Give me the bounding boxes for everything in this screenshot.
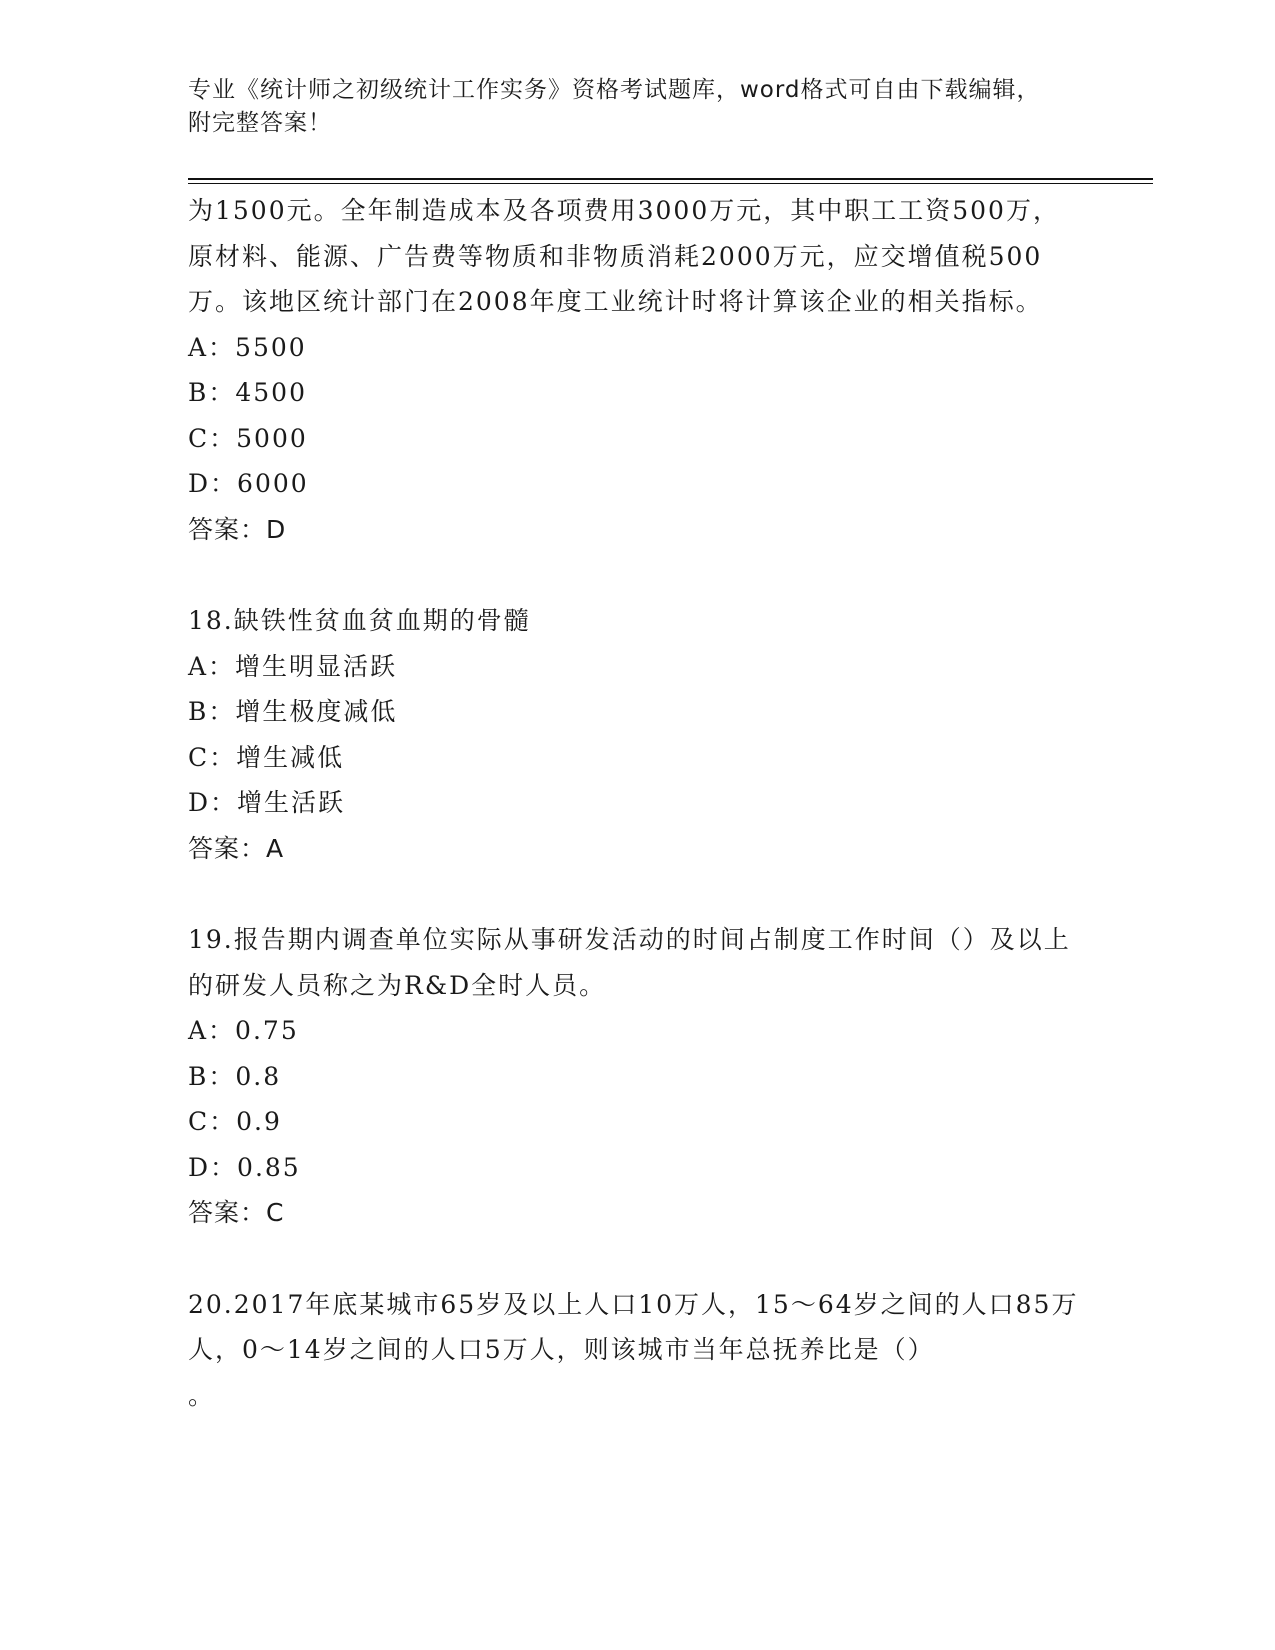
question-17-option-d: D：6000 (188, 469, 309, 498)
question-19-option-a: A：0.75 (188, 1016, 299, 1045)
spacer (188, 552, 1083, 598)
question-17 (188, 188, 1083, 552)
question-17-answer: 答案：D (188, 514, 287, 544)
question-17-option-c: C：5000 (188, 423, 308, 453)
spacer (188, 1236, 1083, 1282)
question-19 (188, 917, 1083, 1236)
question-18-stem: 18.缺铁性贫血贫血期的骨髓 (188, 606, 531, 635)
spacer (188, 871, 1083, 917)
header-divider-thin (188, 183, 1153, 184)
question-19-option-d: D：0.85 (188, 1152, 301, 1182)
question-18-option-a: A：增生明显活跃 (188, 651, 398, 681)
question-18-option-c: C：增生减低 (188, 742, 345, 772)
question-20-stem: 20.2017年底某城市65岁及以上人口10万人，15～64岁之间的人口85万人，0～14岁之间的人口5万人，则该城市当年总抚养比是（） (188, 1289, 1079, 1364)
question-19-answer: 答案：C (188, 1198, 285, 1227)
question-17-option-b: B：4500 (188, 378, 307, 407)
header-line-1: 专业《统计师之初级统计工作实务》资格考试题库，word格式可自由下载编辑， (188, 77, 1041, 103)
header-line-2: 附完整答案！ (188, 110, 332, 136)
header-divider-thick (188, 178, 1153, 180)
question-20 (188, 1282, 1083, 1419)
question-18-answer: 答案：A (188, 833, 285, 863)
question-18 (188, 598, 1083, 871)
question-20-stem-tail: 。 (188, 1380, 216, 1410)
document-header (188, 74, 1088, 140)
question-17-stem: 为1500元。全年制造成本及各项费用3000万元，其中职工工资500万，原材料、能源、广告费等物质和非物质消耗2000万元，应交增值税500万。该地区统计部门在2008年度工业统计时将计算该企业的相关指标。 (188, 196, 1060, 316)
question-18-option-d: D：增生活跃 (188, 788, 346, 817)
question-19-option-b: B：0.8 (188, 1061, 282, 1091)
question-content (188, 188, 1083, 1418)
question-19-option-c: C：0.9 (188, 1107, 282, 1136)
question-19-stem: 19.报告期内调查单位实际从事研发活动的时间占制度工作时间（）及以上的研发人员称之为R&D全时人员。 (188, 925, 1071, 1000)
question-18-option-b: B：增生极度减低 (188, 697, 398, 726)
question-17-option-a: A：5500 (188, 332, 307, 362)
